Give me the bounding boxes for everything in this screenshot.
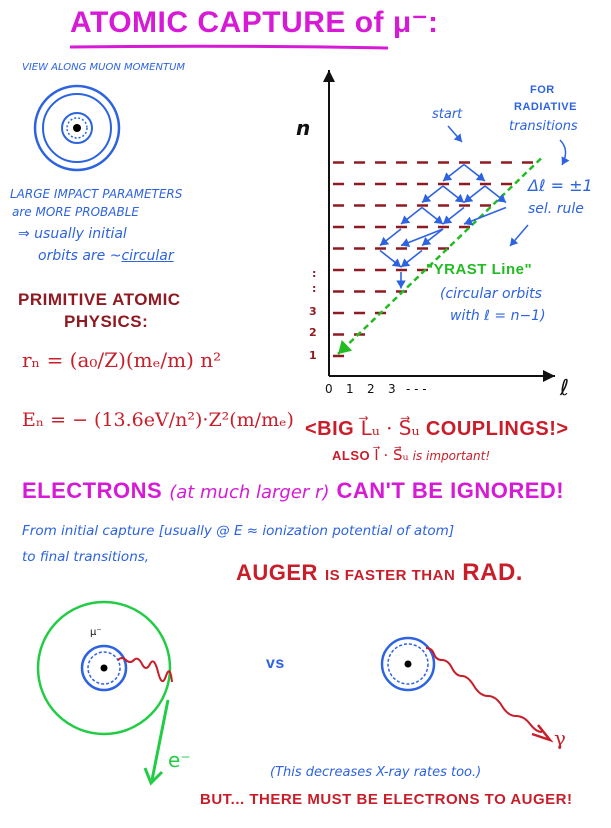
radiative-label-3: transitions [509, 119, 578, 134]
yrast-note-2: with ℓ = n−1) [450, 308, 546, 324]
rad-word: RAD. [462, 559, 523, 586]
start-label: start [432, 107, 463, 122]
x-tick-0: 0 [325, 382, 333, 396]
x-tick-dots: - - - [406, 382, 427, 396]
selection-rule-2: sel. rule [528, 201, 584, 217]
y-axis-label: n [296, 116, 311, 140]
primitive-line-2: PHYSICS: [64, 312, 149, 331]
muon-label: μ⁻ [90, 627, 102, 638]
coupling-couplings: COUPLINGS!> [425, 418, 569, 440]
impact-line-1: LARGE IMPACT PARAMETERS [10, 187, 183, 201]
footer-note: BUT... THERE MUST BE ELECTRONS TO AUGER! [200, 791, 573, 808]
x-tick-3: 3 [388, 382, 396, 396]
y-tick-dots-1: : [312, 282, 317, 295]
y-tick-1: 1 [309, 349, 317, 362]
impact-line-3: ⇒ usually initial [18, 226, 127, 242]
impact-line-2: are MORE PROBABLE [12, 205, 139, 219]
radiative-label-1: FOR [530, 84, 555, 96]
cant-be-ignored: CAN'T BE IGNORED! [336, 478, 565, 503]
y-tick-3: 3 [309, 305, 317, 318]
x-tick-2: 2 [367, 382, 375, 396]
en-formula: Eₙ = − (13.6eV/n²)·Z²(m/mₑ) [22, 409, 294, 431]
impact-line-4-a: orbits are ~ [38, 248, 122, 264]
capture-line-2: to final transitions, [22, 549, 150, 565]
coupling-important: is important! [412, 449, 491, 463]
coupling-is-term: I⃗ · S⃗ᵤ [374, 446, 409, 464]
faster-than: IS FASTER THAN [324, 567, 456, 584]
x-axis-label: ℓ [560, 376, 570, 401]
y-tick-2: 2 [309, 326, 317, 339]
electrons-word: ELECTRONS [22, 478, 163, 503]
view-label: VIEW ALONG MUON MOMENTUM [22, 62, 186, 73]
coupling-also: ALSO [332, 448, 371, 463]
radiative-label-2: RADIATIVE [514, 101, 577, 113]
yrast-label: "YRAST Line" [426, 261, 533, 278]
primitive-line-1: PRIMITIVE ATOMIC [18, 290, 181, 309]
xray-note: (This decreases X-ray rates too.) [270, 765, 482, 780]
y-tick-dots-2: : [312, 267, 317, 280]
electrons-radius-note: (at much larger r) [169, 482, 330, 503]
electron-label: e⁻ [168, 748, 191, 772]
x-tick-1: 1 [346, 382, 354, 396]
coupling-big: <BIG [305, 418, 355, 440]
circular-word: circular [121, 248, 174, 264]
vs-label: vs [266, 655, 285, 672]
page-title: ATOMIC CAPTURE of μ⁻: [70, 6, 439, 39]
coupling-ls-term: L⃗ᵤ · S⃗ᵤ [360, 416, 420, 440]
selection-rule-1: Δℓ = ±1 [528, 176, 593, 195]
auger-word: AUGER [236, 560, 318, 585]
capture-line-1: From initial capture [usually @ E ≈ ionization potential of atom] [22, 523, 455, 539]
rn-formula: rₙ = (a₀/Z)(mₑ/m) n² [22, 348, 222, 372]
gamma-label: γ [554, 726, 566, 750]
yrast-note-1: (circular orbits [440, 286, 542, 302]
